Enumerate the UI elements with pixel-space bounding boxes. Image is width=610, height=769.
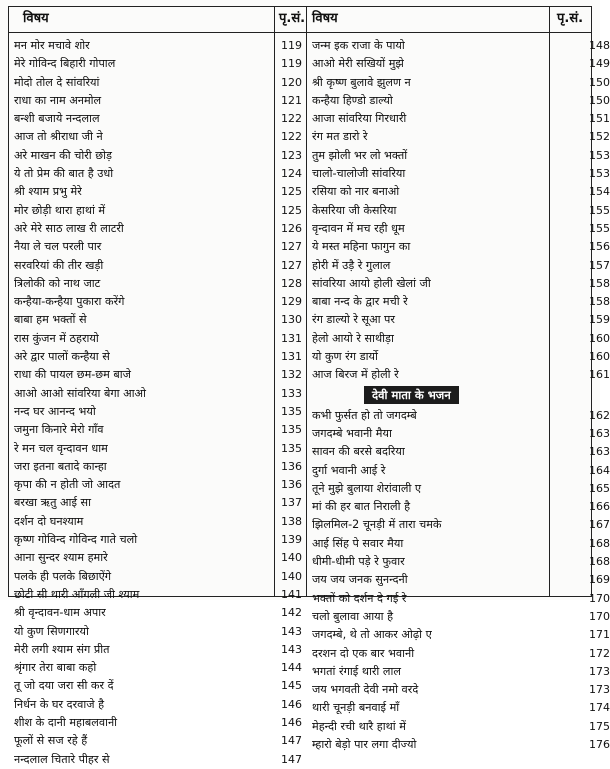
index-entry — [14, 147, 304, 165]
entry-title: म्हारो बेड़ो पार लगा दीज्यो — [312, 737, 417, 751]
entry-title: फूलों से सज रहे हैं — [14, 734, 88, 748]
entry-title: जय जय जनक सुनन्दनी — [312, 573, 408, 587]
entry-title: मोदो तोल दे सांवरियां — [14, 75, 100, 89]
index-entry — [312, 55, 610, 73]
entry-page-number: 141 — [281, 587, 302, 601]
entry-title: थारी चूनड़ी बनवाई माँ — [312, 701, 400, 715]
entry-title: ये मस्त महिना फागुन का — [312, 240, 411, 254]
entry-title: अरे मेरे साठ लाख री लाटरी — [14, 221, 124, 235]
index-entry — [14, 403, 304, 421]
entry-title: ये तो प्रेम की बात है उधो — [14, 167, 114, 181]
index-entry — [312, 311, 610, 329]
entry-page-number: 148 — [589, 39, 610, 52]
index-entry — [14, 275, 304, 293]
entry-page-number: 170 — [589, 591, 610, 605]
index-entry — [14, 677, 304, 695]
entry-page-number: 166 — [589, 500, 610, 514]
entry-title: आना सुन्दर श्याम हमारे — [14, 551, 108, 565]
entry-title: बाबा नन्द के द्वार मची रे — [312, 295, 408, 309]
index-entry — [312, 330, 610, 348]
index-entry — [14, 714, 304, 732]
entry-page-number: 169 — [589, 573, 610, 587]
entry-page-number: 131 — [281, 331, 302, 345]
entry-page-number: 124 — [281, 167, 302, 181]
index-entry — [14, 440, 304, 458]
entry-title: त्रिलोकी को नाथ जाट — [14, 276, 101, 290]
index-entry — [312, 626, 610, 644]
index-entry — [14, 458, 304, 476]
index-entry — [14, 659, 304, 677]
entry-page-number: 155 — [589, 203, 610, 217]
index-entry — [14, 220, 304, 238]
entry-title: आओ आओ सांवरिया बेगा आओ — [14, 386, 146, 400]
right-page-header: पृ.सं. — [557, 11, 584, 26]
entry-title: कृपा की न होती जो आदत — [14, 478, 121, 492]
entry-title: मेरे गोविन्द बिहारी गोपाल — [14, 57, 116, 71]
entry-title: रंग डाल्यो रे सूआ पर — [312, 313, 395, 327]
index-entry — [312, 183, 610, 201]
entry-page-number: 122 — [281, 112, 302, 126]
index-entry — [14, 604, 304, 622]
entry-title: मां की हर बात निराली है — [312, 500, 411, 514]
entry-page-number: 145 — [281, 679, 302, 693]
index-entry — [312, 110, 610, 128]
entry-page-number: 121 — [281, 93, 302, 107]
entry-page-number: 140 — [281, 551, 302, 565]
entry-page-number: 158 — [589, 295, 610, 309]
entry-page-number: 168 — [589, 555, 610, 569]
entry-title: मोर छोड़ी थारा हाथां में — [14, 203, 106, 217]
entry-page-number: 130 — [281, 313, 302, 327]
entry-page-number: 160 — [589, 350, 610, 364]
entry-title: जगदम्बे, थे तो आकर ओढ़ो ए — [312, 628, 432, 642]
entry-page-number: 153 — [589, 167, 610, 181]
entry-title: जरा इतना बतादे कान्हा — [14, 459, 107, 473]
entry-title: चालो-चालोजी सांवरिया — [312, 167, 406, 181]
entry-page-number: 125 — [281, 203, 302, 217]
entry-page-number: 144 — [281, 661, 302, 675]
index-entry — [312, 663, 610, 681]
index-entry — [312, 425, 610, 443]
entry-title: श्री कृष्ण बुलावे झुलण न — [312, 75, 411, 89]
entry-page-number: 176 — [589, 737, 610, 751]
index-entry — [312, 293, 610, 311]
index-entry — [312, 443, 610, 461]
entry-title: दरशन दो एक बार भवानी — [312, 646, 415, 660]
entry-title: जय भगवती देवी नमो वरदे — [312, 683, 419, 697]
entry-page-number: 128 — [281, 276, 302, 290]
entry-title: श्रृंगार तेरा बाबा कहो — [14, 661, 97, 675]
entry-page-number: 175 — [589, 719, 610, 733]
index-entry — [14, 421, 304, 439]
entry-title: राधा का नाम अनमोल — [14, 93, 102, 107]
index-entry — [14, 92, 304, 110]
entry-page-number: 155 — [589, 221, 610, 235]
entry-title: रंग मत डारो रे — [312, 130, 368, 144]
entry-page-number: 174 — [589, 701, 610, 715]
entry-title: जगदम्बे भवानी मैया — [312, 426, 392, 440]
entry-page-number: 151 — [589, 112, 610, 126]
entry-title: कन्हैया-कन्हैया पुकारा करेंगे — [14, 295, 125, 309]
entry-page-number: 129 — [281, 295, 302, 309]
entry-page-number: 165 — [589, 481, 610, 495]
entry-page-number: 167 — [589, 518, 610, 532]
index-entry — [312, 238, 610, 256]
entry-page-number: 156 — [589, 240, 610, 254]
index-entry — [312, 348, 610, 366]
entry-page-number: 162 — [589, 408, 610, 422]
entry-title: सरवरियां की तीर खड़ी — [14, 258, 104, 272]
entry-title: दुर्गा भवानी आई रे — [312, 463, 386, 477]
index-entry — [14, 366, 304, 384]
entry-title: आई सिंह पे सवार मैया — [312, 536, 404, 550]
index-entry — [312, 128, 610, 146]
index-entry — [14, 74, 304, 92]
entry-page-number: 136 — [281, 478, 302, 492]
index-entry — [14, 641, 304, 659]
entry-page-number: 140 — [281, 569, 302, 583]
entry-page-number: 139 — [281, 533, 302, 547]
index-entry — [312, 718, 610, 736]
left-index-list — [14, 37, 304, 769]
index-entry — [14, 623, 304, 641]
index-entry — [14, 165, 304, 183]
index-entry — [14, 513, 304, 531]
entry-page-number: 142 — [281, 606, 302, 620]
entry-title: सांवरिया आयो होली खेलां जी — [312, 276, 431, 290]
entry-page-number: 152 — [589, 130, 610, 144]
entry-page-number: 147 — [281, 752, 302, 766]
entry-title: हेलो आयो रे साथीड़ा — [312, 331, 394, 345]
entry-title: आज बिरज में होली रे — [312, 368, 399, 382]
entry-page-number: 123 — [281, 148, 302, 162]
entry-title: कभी फुर्सत हो तो जगदम्बे — [312, 408, 417, 422]
entry-title: तूने मुझे बुलाया शेरांवाली ए — [312, 481, 422, 495]
entry-page-number: 168 — [589, 536, 610, 550]
header-divider — [9, 32, 591, 33]
entry-page-number: 136 — [281, 459, 302, 473]
entry-page-number: 120 — [281, 75, 302, 89]
entry-page-number: 119 — [281, 39, 302, 52]
index-entry — [14, 311, 304, 329]
entry-page-number: 171 — [589, 628, 610, 642]
index-entry — [14, 348, 304, 366]
index-entry — [312, 681, 610, 699]
entry-title: होरी में उड़ै रे गुलाल — [312, 258, 391, 272]
entry-title: झिलमिल-2 चूनड़ी में तारा चमके — [312, 518, 442, 532]
index-entry — [312, 407, 610, 425]
index-entry — [312, 92, 610, 110]
right-title-header: विषय — [312, 11, 338, 26]
index-entry — [312, 165, 610, 183]
entry-title: सावन की बरसे बदरिया — [312, 445, 405, 459]
entry-title: राधा की पायल छम-छम बाजे — [14, 368, 131, 382]
index-entry — [14, 385, 304, 403]
entry-title: मेहन्दी रची थारै हाथां में — [312, 719, 406, 733]
section-heading-label: देवी माता के भजन — [364, 386, 459, 404]
index-entry — [14, 202, 304, 220]
entry-title: श्री श्याम प्रभु मेरे — [14, 185, 82, 199]
entry-title: रसिया को नार बनाओ — [312, 185, 400, 199]
entry-title: धीमी-धीमी पड़े रे फुवार — [312, 555, 405, 569]
entry-title: छोटी सी थारी आँगली जी श्याम — [14, 587, 140, 601]
index-entry — [312, 498, 610, 516]
entry-page-number: 158 — [589, 276, 610, 290]
left-page-header: पृ.सं. — [279, 11, 306, 26]
index-entry — [312, 37, 610, 55]
index-entry — [14, 568, 304, 586]
entry-page-number: 127 — [281, 240, 302, 254]
section-heading — [312, 385, 590, 407]
entry-title: वृन्दावन में मच रही धूम — [312, 221, 405, 235]
entry-title: मेरी लगी श्याम संग प्रीत — [14, 642, 110, 656]
entry-title: चलो बुलावा आया है — [312, 609, 394, 623]
entry-page-number: 125 — [281, 185, 302, 199]
entry-page-number: 150 — [589, 93, 610, 107]
entry-page-number: 146 — [281, 715, 302, 729]
entry-title: निर्धन के घर दरवाजे है — [14, 697, 105, 711]
index-entry — [14, 751, 304, 769]
index-entry — [312, 535, 610, 553]
index-entry — [14, 110, 304, 128]
index-entry — [312, 516, 610, 534]
right-index-list — [312, 37, 610, 754]
entry-page-number: 138 — [281, 514, 302, 528]
entry-title: भक्तों को दर्शन दे गई रे — [312, 591, 407, 605]
index-entry — [14, 476, 304, 494]
entry-title: दर्शन दो घनश्याम — [14, 514, 84, 528]
entry-title: जन्म इक राजा के पायो — [312, 39, 405, 52]
center-divider — [306, 7, 307, 596]
entry-page-number: 135 — [281, 404, 302, 418]
entry-title: अरे द्वार पालों कन्हैया से — [14, 350, 110, 364]
index-entry — [14, 37, 304, 55]
entry-title: पलके ही पलके बिछाऐंगे — [14, 569, 112, 583]
index-entry — [312, 275, 610, 293]
entry-title: कन्हैया हिण्डो डाल्यो — [312, 93, 393, 107]
entry-page-number: 131 — [281, 350, 302, 364]
index-entry — [312, 147, 610, 165]
index-entry — [14, 696, 304, 714]
entry-title: बाबा हम भक्तों से — [14, 313, 87, 327]
entry-page-number: 149 — [589, 57, 610, 71]
entry-title: श्री वृन्दावन-धाम अपार — [14, 606, 106, 620]
entry-page-number: 147 — [281, 734, 302, 748]
index-entry — [312, 736, 610, 754]
index-entry — [14, 293, 304, 311]
left-title-header: विषय — [23, 11, 49, 26]
entry-page-number: 133 — [281, 386, 302, 400]
index-entry — [14, 330, 304, 348]
entry-title: यो कुण रंग डार्यो — [312, 350, 378, 364]
entry-title: भगतां रंगाई थारी लाल — [312, 664, 401, 678]
entry-page-number: 127 — [281, 258, 302, 272]
index-entry — [312, 571, 610, 589]
index-entry — [312, 220, 610, 238]
entry-title: नन्दलाल चितारे पीहर से — [14, 752, 110, 766]
entry-title: यो कुण सिणगारयो — [14, 624, 89, 638]
entry-page-number: 119 — [281, 57, 302, 71]
entry-page-number: 135 — [281, 441, 302, 455]
index-entry — [14, 257, 304, 275]
entry-title: केसरिया जी केसरिया — [312, 203, 397, 217]
entry-page-number: 135 — [281, 423, 302, 437]
index-entry — [14, 549, 304, 567]
index-entry — [14, 55, 304, 73]
entry-page-number: 160 — [589, 331, 610, 345]
entry-page-number: 157 — [589, 258, 610, 272]
entry-title: तुम झोली भर लो भक्तों — [312, 148, 408, 162]
entry-title: रे मन चल वृन्दावन धाम — [14, 441, 108, 455]
index-entry — [312, 645, 610, 663]
entry-page-number: 122 — [281, 130, 302, 144]
entry-page-number: 154 — [589, 185, 610, 199]
index-entry — [312, 699, 610, 717]
index-entry — [14, 586, 304, 604]
index-table — [8, 6, 610, 766]
entry-page-number: 172 — [589, 646, 610, 660]
entry-page-number: 173 — [589, 683, 610, 697]
entry-title: तू जो दया जरा सी कर दें — [14, 679, 114, 693]
index-entry — [14, 238, 304, 256]
index-entry — [312, 366, 610, 384]
entry-title: कृष्ण गोविन्द गोविन्द गाते चलो — [14, 533, 138, 547]
index-entry — [312, 480, 610, 498]
entry-page-number: 153 — [589, 148, 610, 162]
entry-page-number: 146 — [281, 697, 302, 711]
entry-title: शीश के दानी महाबलवानी — [14, 715, 118, 729]
entry-title: आओ मेरी सखियों मुझे — [312, 57, 404, 71]
entry-page-number: 150 — [589, 75, 610, 89]
entry-page-number: 161 — [589, 368, 610, 382]
index-entry — [312, 202, 610, 220]
entry-page-number: 126 — [281, 221, 302, 235]
entry-page-number: 163 — [589, 426, 610, 440]
index-entry — [14, 494, 304, 512]
index-entry — [312, 257, 610, 275]
entry-title: बरखा ऋतु आई सा — [14, 496, 91, 510]
entry-title: नैया ले चल परली पार — [14, 240, 102, 254]
index-entry — [312, 74, 610, 92]
index-entry — [312, 462, 610, 480]
entry-page-number: 173 — [589, 664, 610, 678]
entry-title: जमुना किनारे मेरो गाँव — [14, 423, 104, 437]
index-entry — [14, 183, 304, 201]
entry-page-number: 137 — [281, 496, 302, 510]
index-entry — [14, 128, 304, 146]
entry-title: नन्द घर आनन्द भयो — [14, 404, 96, 418]
entry-page-number: 132 — [281, 368, 302, 382]
entry-page-number: 143 — [281, 624, 302, 638]
index-entry — [312, 553, 610, 571]
entry-page-number: 164 — [589, 463, 610, 477]
index-entry — [14, 732, 304, 750]
entry-page-number: 163 — [589, 445, 610, 459]
entry-page-number: 143 — [281, 642, 302, 656]
index-entry — [14, 531, 304, 549]
entry-page-number: 159 — [589, 313, 610, 327]
entry-title: आज तो श्रीराधा जी ने — [14, 130, 103, 144]
entry-title: आजा सांवरिया गिरधारी — [312, 112, 407, 126]
entry-title: रास कुंजन में ठहरायो — [14, 331, 99, 345]
entry-title: मन मोर मचावे शोर — [14, 39, 90, 52]
entry-title: अरे माखन की चोरी छोड़ — [14, 148, 112, 162]
index-entry — [312, 590, 610, 608]
entry-page-number: 170 — [589, 609, 610, 623]
entry-title: बन्शी बजाये नन्दलाल — [14, 112, 100, 126]
index-entry — [312, 608, 610, 626]
